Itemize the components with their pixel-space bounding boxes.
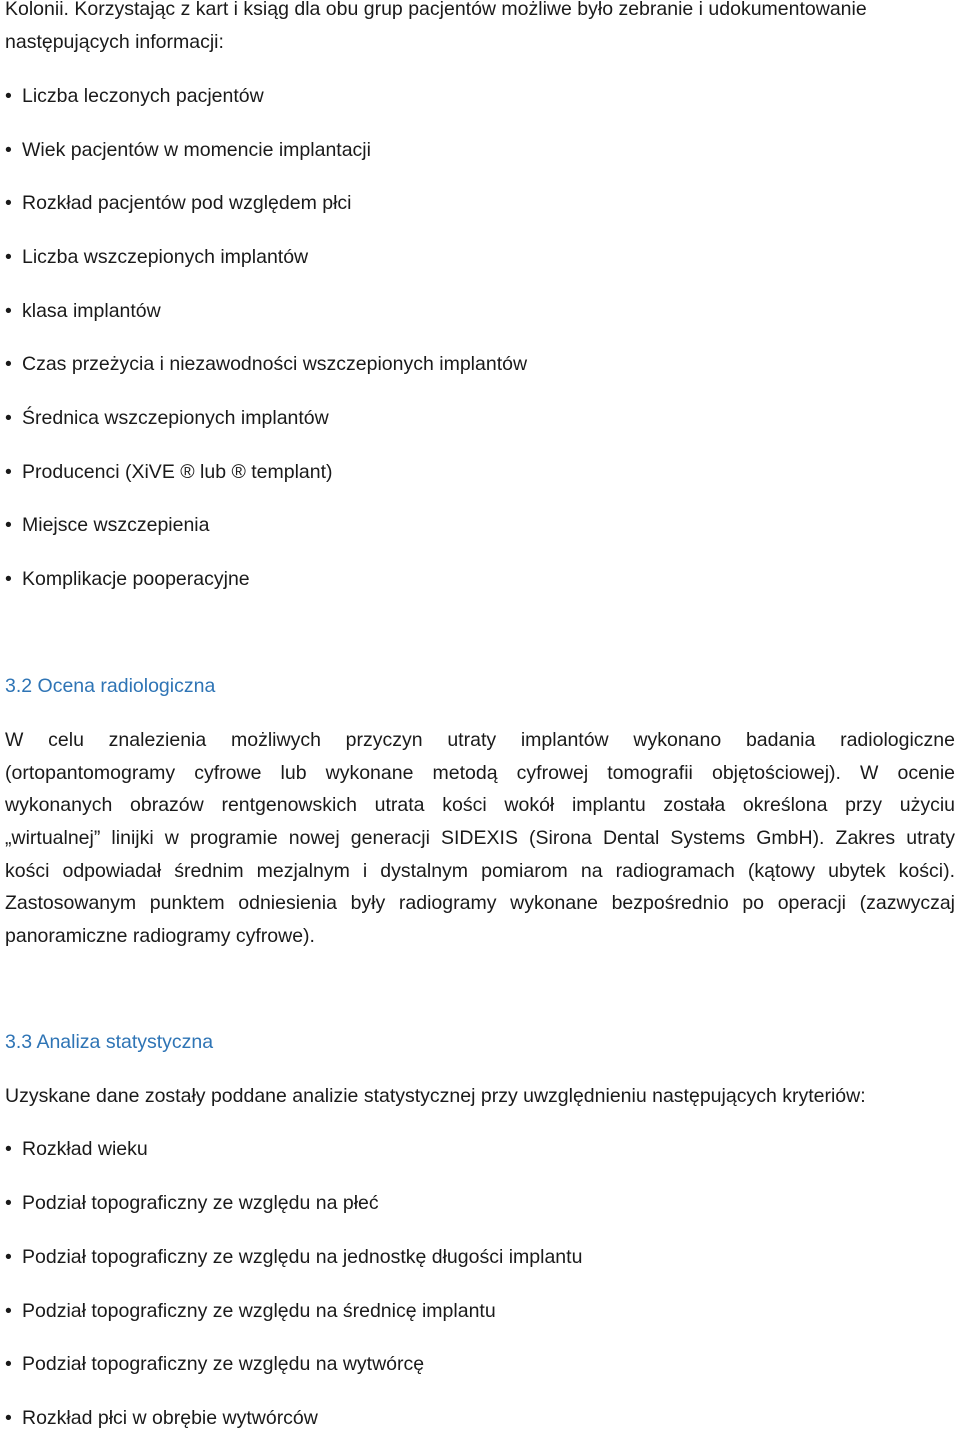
bullet-icon: • [5,407,12,429]
paragraph-line: panoramiczne radiogramy cyfrowe). [5,925,315,948]
bullet-icon: • [5,1246,12,1268]
list-item: • Czas przeżycia i niezawodności wszczepionych implantów [5,353,528,375]
intro-line-2: następujących informacji: [5,31,224,53]
paragraph-line: wykonanych obrazów rentgenowskich utrata kości wokół implantu została określona przy użyciu [5,794,955,817]
bullet-icon: • [5,461,12,483]
bullet-icon: • [5,1300,12,1322]
bullet-icon: • [5,192,12,214]
radiology-paragraph [5,724,955,953]
paragraph-line: „wirtualnej” linijki w programie nowej generacji SIDEXIS (Sirona Dental Systems GmbH). Zakres utraty [5,827,955,850]
bullet-icon: • [5,1138,12,1160]
statistics-intro: Uzyskane dane zostały poddane analizie statystycznej przy uwzględnieniu następujących kryteriów: [5,1085,866,1107]
list-item: • Podział topograficzny ze względu na średnicę implantu [5,1300,496,1322]
paragraph-line: (ortopantomogramy cyfrowe lub wykonane metodą cyfrowej tomografii objętościowej). W ocenie [5,761,955,784]
paragraph-line: kości odpowiadał średnim mezjalnym i dystalnym pomiarom na radiogramach (kątowy ubytek kości). [5,859,955,882]
bullet-icon: • [5,1353,12,1375]
bullet-icon: • [5,246,12,268]
list-item: • Komplikacje pooperacyjne [5,568,250,590]
paragraph-line: Zastosowanym punktem odniesienia były radiogramy wykonane bezpośrednio po operacji (zazwyczaj [5,892,955,915]
bullet-icon: • [5,1407,12,1429]
bullet-icon: • [5,85,12,107]
bullet-icon: • [5,139,12,161]
list-item: • Podział topograficzny ze względu na wytwórcę [5,1353,425,1375]
list-item: • Rozkład wieku [5,1138,148,1160]
list-item: • Liczba leczonych pacjentów [5,85,264,107]
list-item: • Wiek pacjentów w momencie implantacji [5,139,371,161]
intro-line-1: Kolonii. Korzystając z kart i ksiąg dla obu grup pacjentów możliwe było zebranie i udokumentowanie [5,0,867,20]
paragraph-line: W celu znalezienia możliwych przyczyn utraty implantów wykonano badania radiologiczne [5,729,955,751]
list-item: • klasa implantów [5,300,161,322]
list-item: • Miejsce wszczepienia [5,514,210,536]
bullet-icon: • [5,353,12,375]
list-item: • Średnica wszczepionych implantów [5,407,329,429]
bullet-icon: • [5,568,12,590]
section-heading-radiology: 3.2 Ocena radiologiczna [5,675,216,697]
list-item: • Liczba wszczepionych implantów [5,246,309,268]
list-item: • Podział topograficzny ze względu na płeć [5,1192,379,1214]
section-heading-statistics: 3.3 Analiza statystyczna [5,1031,214,1053]
bullet-icon: • [5,1192,12,1214]
list-item: • Podział topograficzny ze względu na jednostkę długości implantu [5,1246,583,1268]
list-item: • Producenci (XiVE ® lub ® templant) [5,461,333,483]
list-item: • Rozkład płci w obrębie wytwórców [5,1407,318,1429]
list-item: • Rozkład pacjentów pod względem płci [5,192,352,214]
bullet-icon: • [5,300,12,322]
bullet-icon: • [5,514,12,536]
